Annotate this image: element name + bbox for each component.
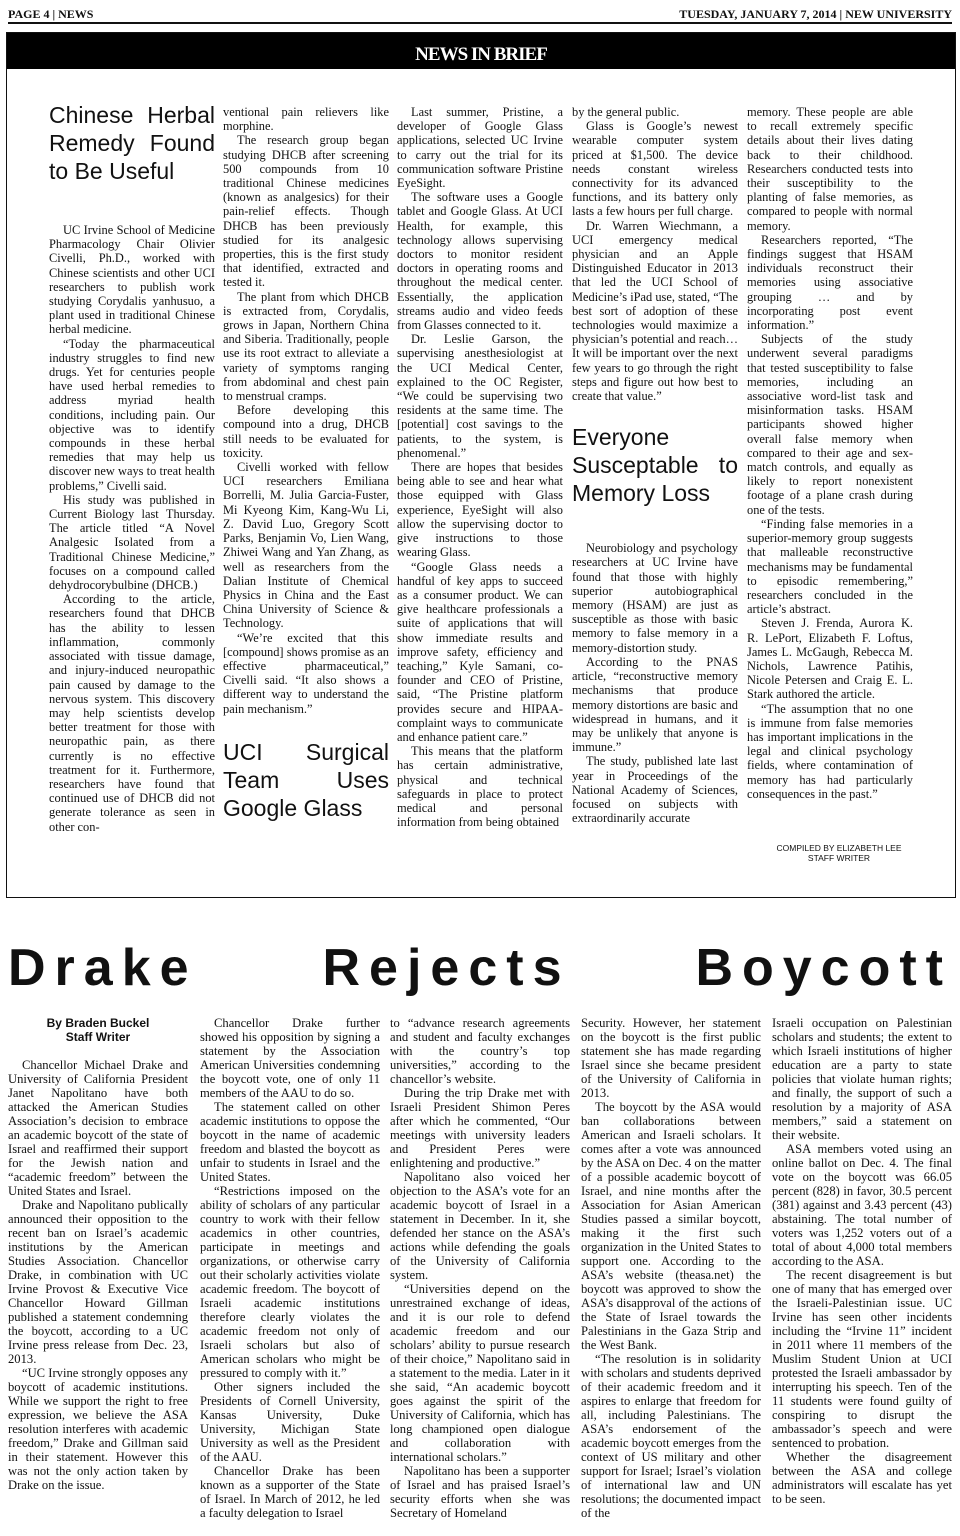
article-paragraph: Whether the disagreement between the ASA and college administrators will escalate has yet to be seen. [772,1450,952,1506]
article-paragraph: This means that the platform has certain administrative, physical and technical safeguards in place to protect medical and personal information from being obtained [397,744,563,830]
article-paragraph: “Restrictions imposed on the ability of scholars of any particular country to work with their fellow academics in other countries, participate in meetings and organizations, or otherwise carry out their scholarly activities violate academic freedom. The boycott of Israeli academic institutions therefore clearly violates the academic freedom not only of Israeli scholars but also of American scholars who might be pressured to comply with it.” [200,1184,380,1380]
article-paragraph: Dr. Leslie Garson, the supervising anesthesiologist at the UCI Medical Center, explained to the OC Register, “We could be supervising two residents at the same time. The [potential] cost savings to the patients, to the system, is phenomenal.” [397,332,563,460]
article-paragraph: memory. These people are able to recall extremely specific details about their lives dating back to their childhood. Researchers conducted tests into their susceptibility to the planting of false memories, as compared to people with normal memory. [747,105,913,233]
article-paragraph: Other signers included the Presidents of Cornell University, Kansas University, Duke University, Michigan State University as well as the President of the AAU. [200,1380,380,1464]
issue-date-label: TUESDAY, JANUARY 7, 2014 | NEW UNIVERSITY [679,7,952,21]
article-paragraph: Civelli worked with fellow UCI researchers Emiliana Borrelli, M. Julia Garcia-Fuster, Mi Kyeong Kim, Kang-Wu Li, Z. David Luo, Gregory Scott Parks, Benjamin Vo, Lien Wang, Zhiwei Wang and Yan Zhang, as well as researchers from the Dalian Institute of Chemical Physics in China and the East China University of Science & Technology. [223,460,389,631]
drake-column-5 [772,1016,952,1506]
drake-headline [8,938,952,1002]
headline-word: Rejects [322,939,571,997]
article-paragraph: “Finding false memories in a superior-memory group suggests that malleable reconstructive mechanisms may be fundamental to episodic remembering,” researchers concluded in the article’s abstract. [747,516,913,617]
byline-role: Staff Writer [65,1030,131,1044]
brief-column-1 [49,101,215,834]
headline-memory-loss: Everyone Susceptable to Memory Loss [572,424,738,507]
article-paragraph: The plant from which DHCB is extracted from, Corydalis, grows in Japan, Northern China and Siberia. Traditionally, people use its root extract to alleviate a variety of symptoms ranging from abdominal and chest pain to menstrual cramps. [223,289,389,404]
article-paragraph: Steven J. Frenda, Aurora K. R. LePort, Elizabeth F. Loftus, James L. McGaugh, Rebecca M. Nichols, Lawrence Patihis, Nicole Petersen and Craig E. L. Stark authored the article. [747,616,913,702]
article-paragraph: Napolitano also voiced her objection to the ASA’s vote for an academic boycott of Israel in a statement in December. In it, she defended her stance on the ASA’s actions while defending the goals of the University of California system. [390,1170,570,1282]
credit-name: COMPILED BY ELIZABETH LEE [776,843,902,853]
article-paragraph: ventional pain relievers like morphine. [223,105,389,134]
article-paragraph: The statement called on other academic institutions to oppose the boycott in the name of academic freedom and blasted the boycott as unfair to students in Israel and the United States. [200,1100,380,1184]
article-paragraph: “The resolution is in solidarity with scholars and students deprived of their academic freedom and it aspires to enlarge that freedom for all, including Palestinians. The ASA’s endorsement of the academic boycott emerges from the context of US military and other support for Israel; Israel’s violation of international law and UN resolutions; the documented impact of the [581,1352,761,1520]
article-paragraph: to “advance research agreements and student and faculty exchanges with the country’s top universities,” according to the chancellor’s website. [390,1016,570,1086]
headline-herbal-remedy: Chinese Herbal Remedy Found to Be Useful [49,102,215,184]
article-paragraph: “Today the pharmaceutical industry struggles to find new drugs. Yet for centuries people have used herbal remedies to address myriad health conditions, including pain. Our objective was to identify compounds in these herbal remedies that may help us discover new ways to treat health problems,” Civelli said. [49,336,215,493]
article-paragraph: The boycott by the ASA would ban collaborations between American and Israeli scholars. It comes after a vote was announced by the ASA on Dec. 4 on the matter of a possible academic boycott of Israel, and nine months after the Association for Asian American Studies passed a similar boycott, making it the first such organization in the United States to support one. According to the ASA’s website (theasa.net) the boycott was approved to show the ASA’s disapproval of the actions of the State of Israel towards the Palestinians in the Gaza Strip and the West Bank. [581,1100,761,1352]
brief-column-2 [223,105,389,822]
article-paragraph: Researchers reported, “The findings suggest that HSAM individuals reconstruct their memories using associative grouping … and by incorporating post event information.” [747,232,913,333]
article-paragraph: The study, published late last year in Proceedings of the National Academy of Sciences, focused on subjects with extraordinarily accurate [572,754,738,826]
drake-column-3 [390,1016,570,1520]
article-paragraph: Israeli occupation on Palestinian scholars and students; the extent to which Israeli institutions of higher education are a party to state policies that violate human rights; and finally, the support of such a resolution by a majority of ASA members,” said a statement on their website. [772,1016,952,1142]
article-paragraph: UC Irvine School of Medicine Pharmacology Chair Olivier Civelli, Ph.D., worked with Chinese scientists and other UCI researchers to publish work studying Corydalis yanhusuo, a plant used in traditional Chinese herbal medicine. [49,223,215,337]
drake-column-4 [581,1016,761,1520]
article-paragraph: ASA members voted using an online ballot on Dec. 4. The final vote on the boycott was 66.05 percent (828) in favor, 30.5 percent (381) against and 3.43 percent (43) abstaining. The total number of voters was 1,252 voters out of a total of about 4,000 total members according to the ASA. [772,1142,952,1268]
article-paragraph: The recent disagreement is but one of many that has emerged over the Israeli-Palestinian issue. UC Irvine has seen other incidents including the “Irvine 11” incident in 2011 where 11 members of the Muslim Student Union at UCI protested the Israeli ambassador by interrupting his speech. Ten of the 11 students were found guilty of conspiring to disrupt the ambassador’s speech and were sentenced to probation. [772,1268,952,1450]
news-in-brief-banner: NEWS IN BRIEF [7,33,955,69]
article-paragraph: “We’re excited that this [compound] shows promise as an effective pharmaceutical,” Civelli said. “It also shows a different way to understand the pain mechanism.” [223,630,389,716]
article-paragraph: Chancellor Michael Drake and University of California President Janet Napolitano have both attacked the American Studies Association’s decision to embrace an academic boycott of the state of Israel and reaffirmed their support for the Jewish nation and “academic freedom” between the United States and Israel. [8,1058,188,1198]
article-paragraph: The software uses a Google tablet and Google Glass. At UCI Health, for example, this technology allows supervising doctors to monitor resident doctors in operating rooms and throughout the medical center. Essentially, the application streams audio and video feeds from Glasses connected to it. [397,190,563,333]
article-paragraph: There are hopes that besides being able to see and hear what those equipped with Glass experience, EyeSight will also allow the supervising doctor to give instructions to those wearing Glass. [397,460,563,560]
article-paragraph: Dr. Warren Wiechmann, a UCI emergency medical physician and an Apple Distinguished Educator in 2013 that led the UCI School of Medicine’s iPad use, stated, “The best sort of adoption of these technologies would maximize a physician’s potential and reach…It will be important over the next few years to go through the right steps and figure out how best to create that value.” [572,218,738,404]
article-paragraph: Chancellor Drake further showed his opposition by signing a statement by the Association American Universities condemning the boycott vote, one of only 11 members of the AAU to do so. [200,1016,380,1100]
article-paragraph: His study was published in Current Biology last Thursday. The article titled “A Novel Analgesic Isolated from a Traditional Chinese Medicine,” focuses on a compound called dehydrocorybulbine (DHCB.) [49,492,215,593]
brief-column-4 [572,105,738,825]
article-paragraph: Security. However, her statement on the boycott is the first public statement she has made regarding Israel since she became president of the University of California in 2013. [581,1016,761,1100]
credit-role: STAFF WRITER [807,853,871,863]
article-paragraph: Neurobiology and psychology researchers at UC Irvine have found that those with highly superior autobiographical memory (HSAM) are just as susceptible as those with basic memory to false memory in a memory-distortion study. [572,541,738,655]
byline [8,1016,188,1044]
article-paragraph: “Google Glass needs a handful of key apps to succeed as a consumer product. We can give healthcare professionals a suite of applications that will show immediate results and improve safety, efficiency and teaching,” Kyle Samani, co-founder and CEO of Pristine, said, “The Pristine platform provides secure and HIPAA-complaint ways to communicate and enhance patient care.” [397,559,563,744]
article-paragraph: According to the PNAS article, “reconstructive memory mechanisms that produce memory distortions are basic and widespread in humans, and it may be unlikely that anyone is immune.” [572,654,738,755]
article-paragraph: by the general public. [572,105,680,119]
byline-author: By Braden Buckel [46,1016,150,1030]
headline-word: Drake [8,939,198,997]
article-paragraph: Napolitano has been a supporter of Israel and has praised Israel’s security efforts when she was Secretary of Homeland [390,1464,570,1520]
headline-google-glass: UCI Surgical Team Uses Google Glass [223,738,389,821]
article-paragraph: According to the article, researchers found that DHCB has the ability to lessen inflammation, commonly associated with tissue damage, and injury-induced neuropathic pain caused by damage to the nervous system. This discovery may help scientists develop better treatment for those with neuropathic pain, as there currently is no effective treatment for it. Furthermore, researchers have found that continued use of DHCB did not generate tolerance as seen in other con- [49,592,215,834]
brief-column-5 [747,105,913,801]
page-header [8,4,952,24]
article-paragraph: The research group began studying DHCB after screening 500 compounds from 10 traditional Chinese medicines (known as analgesics) for their pain-relief effects. Though DHCB has been previously studied for its analgesic properties, this is the first study that identified, extracted and tested it. [223,133,389,290]
article-paragraph: Subjects of the study underwent several paradigms that tested susceptibility to false memories, including an associative word-list task and misinformation tasks. HSAM participants showed higher overall false memory when compared to their age and sex-match controls, and equally as likely to report nonexistent footage of a plane crash during one of the tests. [747,332,913,517]
article-paragraph: “UC Irvine strongly opposes any boycott of academic institutions. While we support the right to free expression, we believe the ASA resolution interferes with academic freedom,” Drake and Gillman said in their statement. However this was not the only action taken by Drake on the issue. [8,1366,188,1492]
article-paragraph: “The assumption that no one is immune from false memories has important implications in the legal and clinical psychology fields, where contamination of memory has had particularly consequences in the past.” [747,701,913,801]
article-paragraph: Glass is Google’s newest wearable computer system priced at $1,500. The device needs constant wireless connectivity for its advanced functions, and its battery only lasts a few hours per full charge. [572,119,738,219]
brief-column-3 [397,105,563,829]
page-section-label: PAGE 4 | NEWS [8,7,94,21]
news-in-brief-box [6,32,956,898]
article-paragraph: Drake and Napolitano publically announced their opposition to the recent ban on Israel’s academic institutions by the American Studies Association. Chancellor Drake, in combination with UC Irvine Provost & Executive Vice Chancellor Howard Gillman published a statement condemning the boycott, according to a UC Irvine press release from Dec. 23, 2013. [8,1198,188,1366]
article-paragraph: Last summer, Pristine, a developer of Google Glass applications, selected UC Irvine to carry out the trial for its communication software Pristine EyeSight. [397,105,563,191]
article-paragraph: Before developing this compound into a drug, DHCB still needs to be evaluated for toxicity. [223,403,389,460]
drake-column-1 [8,1016,188,1492]
article-paragraph: Chancellor Drake has been known as a supporter of the State of Israel. In March of 2012, he led a faculty delegation to Israel [200,1464,380,1520]
compiled-by-credit [759,843,919,863]
drake-column-2 [200,1016,380,1520]
article-paragraph: “Universities depend on the unrestrained exchange of ideas, and it is our role to defend academic freedom and our scholars’ ability to pursue research of their choice,” Napolitano said in a statement to the media. Later in it she said, “An academic boycott goes against the spirit of the University of California, which has long championed open dialogue and collaboration with international scholars.” [390,1282,570,1464]
article-paragraph: During the trip Drake met with Israeli President Shimon Peres after which he commented, “Our meetings with university leaders and President Peres were enlightening and productive.” [390,1086,570,1170]
headline-word: Boycott [695,939,952,997]
